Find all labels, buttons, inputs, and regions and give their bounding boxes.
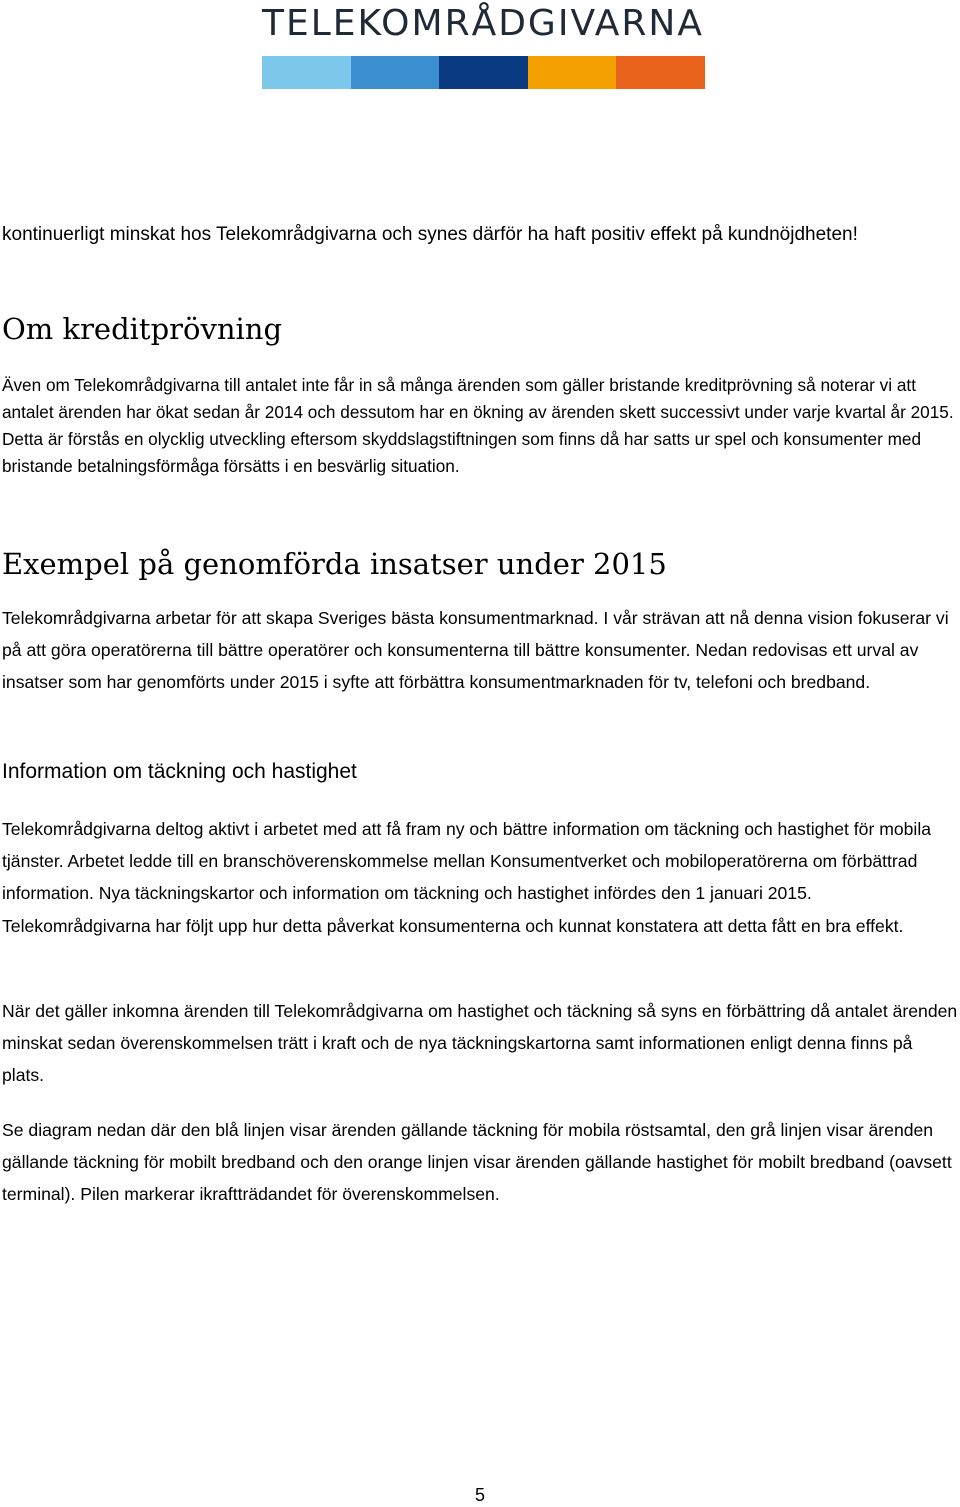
- logo-bar-dark-blue: [439, 56, 528, 89]
- paragraph-coverage-3: Se diagram nedan där den blå linjen visar ärenden gällande täckning för mobila röstsamtal, den grå linjen visar ärenden gällande täckning för mobilt bredband och den orange linjen visar ärenden gällande hastighet för mobilt bredband (oavsett terminal). Pilen markerar ikraftträdandet för överenskommelsen.: [2, 1120, 952, 1205]
- paragraph-credit-check: Även om Telekområdgivarna till antalet inte får in så många ärenden som gäller bristande kreditprövning så noterar vi att antalet ärenden har ökat sedan år 2014 och dessutom har en ökning av ärenden skett successivt under varje kvartal år 2015. Detta är förstås en olycklig utveckling eftersom skyddslagstiftningen som finns då har satts ur spel och konsumenter med bristande betalningsförmåga försätts i en besvärlig situation.: [2, 375, 954, 476]
- logo-color-bars: [262, 56, 705, 89]
- intro-line: kontinuerligt minskat hos Telekområdgivarna och synes därför ha haft positiv effekt på kundnöjdheten!: [2, 224, 858, 245]
- heading-coverage-speed: Information om täckning och hastighet: [2, 760, 357, 783]
- logo-bar-light-blue: [262, 56, 351, 89]
- paragraph-coverage-2: När det gäller inkomna ärenden till Telekområdgivarna om hastighet och täckning så syns en förbättring då antalet ärenden minskat sedan överenskommelsen trätt i kraft och de nya täckningskartorna samt informationen enligt denna finns på plats.: [2, 1001, 958, 1086]
- page-number: 5: [474, 1485, 485, 1505]
- paragraph-coverage-1: Telekområdgivarna deltog aktivt i arbetet med att få fram ny och bättre information om täckning och hastighet för mobila tjänster. Arbetet ledde till en branschöverenskommelse mellan Konsumentverket och mobiloperatörerna om förbättrad information. Nya täckningskartor och information om täckning och hastighet infördes den 1 januari 2015. Telekområdgivarna har följt upp hur detta påverkat konsumenterna och kunnat konstatera att detta fått en bra effekt.: [2, 819, 932, 936]
- heading-examples-2015: Exempel på genomförda insatser under 2015: [2, 547, 667, 581]
- logo-wordmark: TELEKOMRÅDGIVARNA: [262, 3, 704, 44]
- company-logo: [262, 4, 705, 44]
- logo-bar-blue: [351, 56, 440, 89]
- heading-credit-check: Om kreditprövning: [2, 312, 283, 346]
- paragraph-examples: Telekområdgivarna arbetar för att skapa Sveriges bästa konsumentmarknad. I vår strävan att nå denna vision fokuserar vi på att göra operatörerna till bättre operatörer och konsumenterna till bättre konsumenter. Nedan redovisas ett urval av insatser som har genomförts under 2015 i syfte att förbättra konsumentmarknaden för tv, telefoni och bredband.: [2, 608, 949, 693]
- logo-bar-amber: [528, 56, 617, 89]
- logo-bar-orange: [616, 56, 705, 89]
